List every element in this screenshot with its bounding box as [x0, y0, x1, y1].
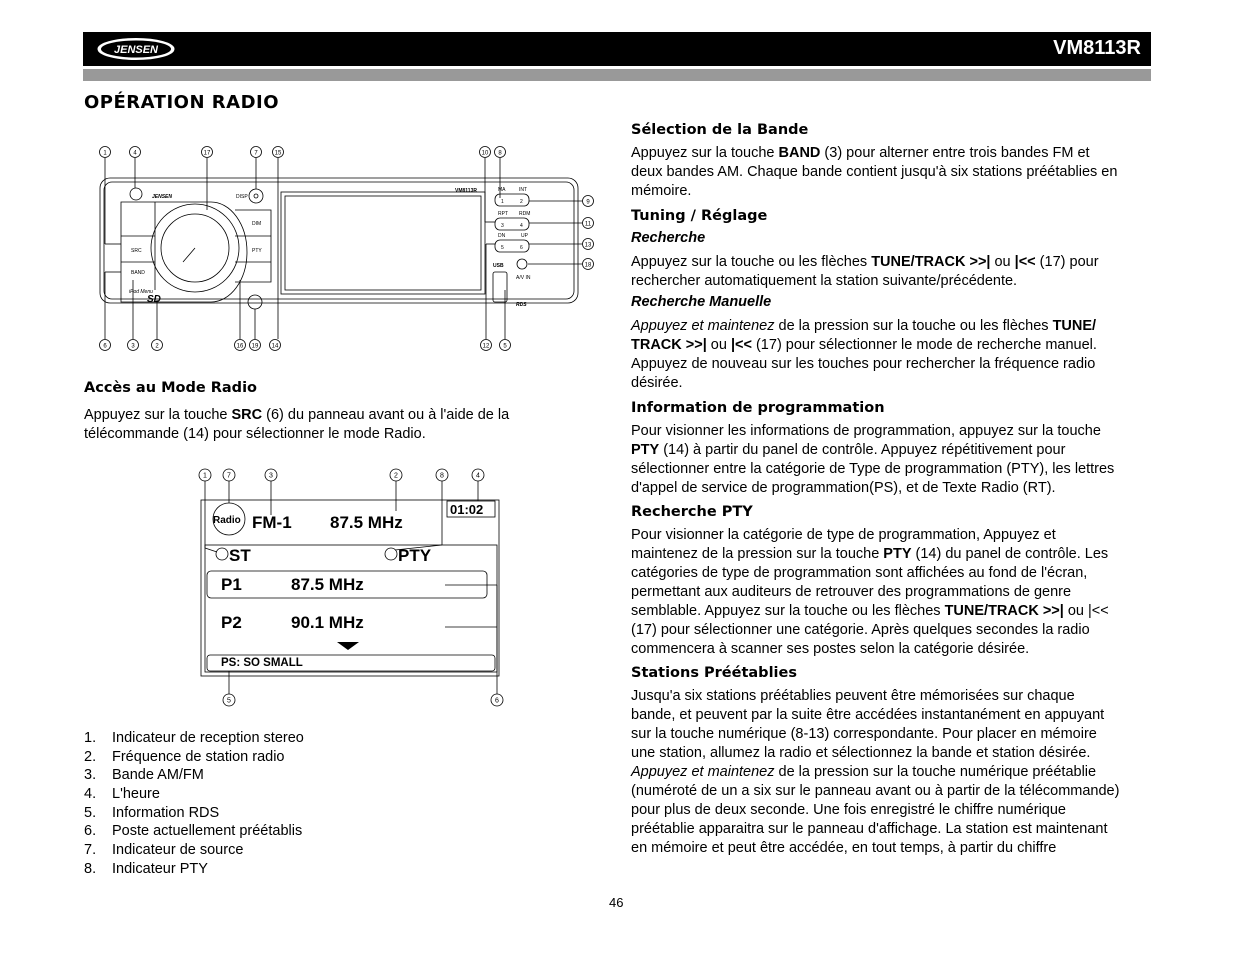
svg-text:FM-1: FM-1 [252, 513, 292, 532]
svg-text:UP: UP [521, 233, 528, 239]
svg-text:6: 6 [520, 245, 523, 251]
ir-sensor [248, 295, 262, 309]
svg-text:3: 3 [131, 343, 135, 350]
svg-text:RDS: RDS [516, 302, 527, 308]
svg-text:2: 2 [394, 472, 398, 480]
svg-text:19: 19 [251, 343, 259, 350]
svg-text:PTY: PTY [252, 248, 262, 254]
svg-text:PS: SO SMALL: PS: SO SMALL [221, 657, 303, 669]
svg-text:INT: INT [519, 187, 528, 193]
list-item: 3. Bande AM/FM [84, 767, 204, 784]
svg-text:PTY: PTY [398, 546, 432, 565]
list-item: 4. L'heure [84, 786, 160, 803]
header-bar [83, 32, 1151, 66]
acces-heading: Accès au Mode Radio [84, 380, 257, 396]
svg-text:DN: DN [498, 233, 506, 239]
stations-heading: Stations Préétablies [631, 665, 797, 681]
manuelle-subheading: Recherche Manuelle [631, 294, 772, 310]
list-item: 5. Information RDS [84, 804, 220, 821]
acces-paragraph: Appuyez sur la touche SRC (6) du panneau avant ou à l'aide de la télécommande (14) pour sélectionner le mode Radio. [84, 407, 510, 442]
svg-text:11: 11 [584, 221, 592, 228]
indicator-legend [84, 729, 304, 879]
svg-text:2: 2 [520, 199, 523, 205]
svg-text:2: 2 [155, 343, 159, 350]
header-underline [83, 69, 1151, 81]
svg-text:4: 4 [520, 223, 523, 229]
screen [281, 192, 485, 294]
svg-text:RPT: RPT [498, 211, 508, 217]
recherche-subheading: Recherche [631, 230, 706, 246]
svg-text:15: 15 [274, 150, 282, 157]
model-name: VM8113R [1053, 37, 1141, 59]
pty-paragraph: Pour visionner la catégorie de type de programmation, Appuyez et maintenez de la pression sur la touche PTY (14) du panel de contrôle. Les catégories de type de programmation sont affichées au fond de l'écran, permettant aux auditeurs de retrouver des programmations de genre semblable. Appuyez sur la touche ou les flèches TUNE/TRACK >>| ou |<< (17) pour sélectionner une catégorie. Après quelques secondes la radio commencera à scanner ses postes selon la catégorie désirée. [631, 527, 1109, 657]
svg-text:JENSEN: JENSEN [152, 194, 173, 200]
jensen-logo [96, 37, 176, 61]
manuelle-paragraph: Appuyez et maintenez de la pression sur la touche ou les flèches TUNE/ TRACK >>| ou |<< (17) pour sélectionner le mode de recherche manuel. Appuyez de nouveau sur les touches pour rechercher la fréquence radio désirée. [631, 318, 1097, 391]
list-item: 7. Indicateur de source [84, 842, 244, 859]
page-title: OPÉRATION RADIO [84, 92, 280, 113]
radio-display-diagram [195, 465, 510, 710]
list-item: 6. Poste actuellement préétablis [84, 823, 303, 840]
svg-text:8: 8 [440, 472, 444, 480]
info-heading: Information de programmation [631, 400, 885, 416]
svg-text:5: 5 [501, 245, 504, 251]
list-item: 8. Indicateur PTY [84, 860, 208, 877]
svg-text:18: 18 [584, 262, 592, 269]
list-item: 2. Fréquence de station radio [84, 748, 285, 765]
svg-text:SRC: SRC [131, 248, 142, 254]
svg-text:4: 4 [476, 472, 480, 480]
page-number: 46 [609, 895, 624, 910]
info-paragraph: Pour visionner les informations de programmation, appuyez sur la touche PTY (14) à partir du panel de contrôle. Appuyez répétitivement pour sélectionner entre la catégorie de Type de programmation (PTY), les lettres d'appel de service de programmation(PS), et de Texte Radio (RT). [631, 423, 1115, 496]
svg-text:5: 5 [227, 697, 231, 705]
av-in-jack [517, 259, 527, 269]
svg-text:8: 8 [498, 150, 502, 157]
svg-text:87.5 MHz: 87.5 MHz [330, 513, 403, 532]
svg-text:Radio: Radio [213, 515, 241, 526]
list-item: 1. Indicateur de reception stereo [84, 730, 304, 746]
svg-text:10: 10 [481, 150, 489, 157]
pty-heading: Recherche PTY [631, 504, 753, 520]
svg-text:A/V IN: A/V IN [516, 275, 531, 281]
svg-text:87.5 MHz: 87.5 MHz [291, 575, 364, 594]
tuning-heading: Tuning / Réglage [631, 208, 768, 224]
svg-text:1: 1 [501, 199, 504, 205]
svg-text:4: 4 [133, 150, 137, 157]
svg-text:MA: MA [498, 187, 506, 193]
svg-text:14: 14 [271, 343, 279, 350]
band-heading: Sélection de la Bande [631, 122, 809, 138]
svg-text:SD: SD [147, 294, 161, 305]
svg-text:6: 6 [103, 343, 107, 350]
svg-text:17: 17 [203, 150, 211, 157]
svg-text:5: 5 [503, 343, 507, 350]
svg-text:iPod Menu: iPod Menu [129, 289, 153, 295]
svg-text:7: 7 [227, 472, 231, 480]
recherche-paragraph: Appuyez sur la touche ou les flèches TUNE/TRACK >>| ou |<< (17) pour rechercher automatiquement la station suivante/précédente. [631, 254, 1099, 289]
svg-text:6: 6 [495, 697, 499, 705]
front-panel-diagram [95, 140, 605, 355]
svg-text:90.1 MHz: 90.1 MHz [291, 613, 364, 632]
svg-text:VM8113R: VM8113R [455, 188, 477, 194]
svg-text:3: 3 [269, 472, 273, 480]
logo-text: JENSEN [113, 44, 159, 56]
svg-text:DISP: DISP [236, 194, 248, 200]
svg-text:01:02: 01:02 [450, 502, 484, 517]
stations-paragraph: Jusqu'a six stations préétablies peuvent être mémorisées sur chaque bande, et peuvent par la suite être accédées instantanément en appuyant sur la touche numérique (8-13) correspondante. Pour placer en mémoire une station, allumez la radio et sélectionnez la bande et station désirée. Appuyez et maintenez de la pression sur la touche numérique préétablie (numéroté de un a six sur le panneau avant ou à partir de la télécommande) pour plus de deux seconde. Une fois enregistré le chiffre numérique préétablie apparaitra sur le panneau d'affichage. La station est maintenant en mémoire et peut être accédée, en tout temps, à partir du chiffre [631, 688, 1120, 856]
svg-text:7: 7 [254, 150, 258, 157]
band-paragraph: Appuyez sur la touche BAND (3) pour alterner entre trois bandes FM et deux bandes AM. Chaque bande contient jusqu'à six stations préétablies en mémoire. [631, 145, 1118, 199]
svg-text:3: 3 [501, 223, 504, 229]
svg-text:16: 16 [236, 343, 244, 350]
svg-text:BAND: BAND [131, 270, 145, 276]
svg-text:ST: ST [229, 546, 251, 565]
svg-text:USB: USB [493, 263, 504, 269]
svg-text:P2: P2 [221, 613, 242, 632]
svg-text:1: 1 [203, 472, 207, 480]
svg-text:13: 13 [584, 242, 592, 249]
svg-text:12: 12 [482, 343, 490, 350]
svg-text:RDM: RDM [519, 211, 531, 217]
svg-text:1: 1 [103, 150, 107, 157]
svg-text:P1: P1 [221, 575, 242, 594]
svg-text:9: 9 [586, 199, 590, 206]
svg-text:DIM: DIM [252, 221, 262, 227]
